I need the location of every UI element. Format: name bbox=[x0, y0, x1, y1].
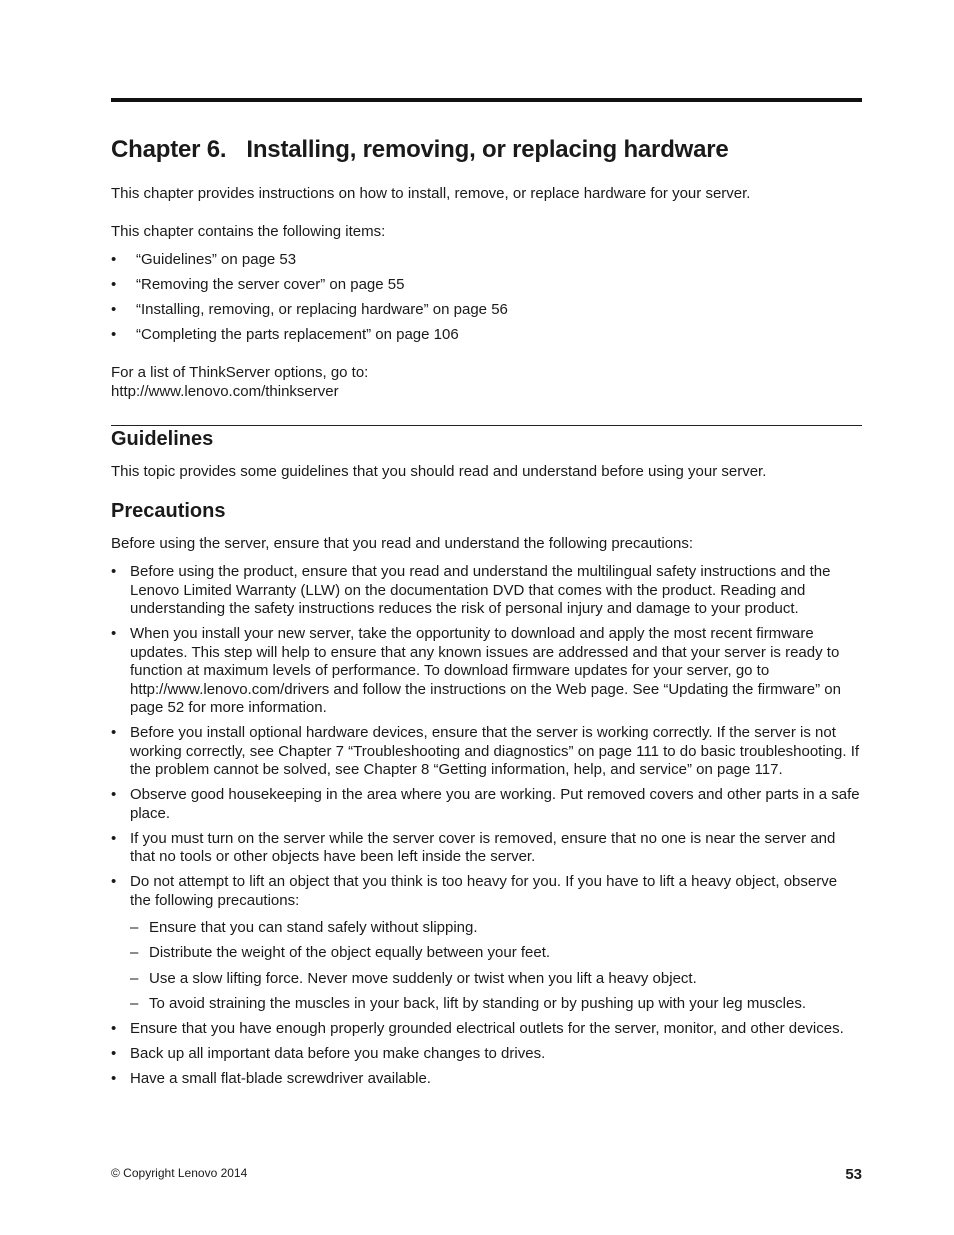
contents-link-completing-replacement[interactable]: “Completing the parts replacement” on page 106 bbox=[136, 326, 459, 343]
bullet-glyph: • bbox=[111, 301, 117, 318]
options-paragraph bbox=[111, 364, 862, 401]
sub-list-item bbox=[130, 970, 862, 989]
bullet-glyph: • bbox=[111, 251, 117, 268]
sub-precaution-text: Ensure that you can stand safely without slipping. bbox=[149, 919, 478, 936]
bullet-glyph: • bbox=[111, 1020, 117, 1038]
precaution-text: When you install your new server, take the opportunity to download and apply the most recent firmware updates. This step will help to ensure that any known issues are addressed and that your server is ready to function at maximum levels of performance. To download firmware updates for your server, go to http://www.lenovo.com/drivers and follow the instructions on the Web page. See “Updating the firmware” on page 52 for more information. bbox=[130, 625, 841, 716]
list-item bbox=[111, 1070, 862, 1089]
contents-link-installing-hardware[interactable]: “Installing, removing, or replacing hardware” on page 56 bbox=[136, 301, 508, 318]
chapter-intro-paragraph: This chapter provides instructions on how to install, remove, or replace hardware for your server. bbox=[111, 185, 751, 202]
precaution-text: Do not attempt to lift an object that you think is too heavy for you. If you have to lift a heavy object, observe the following precautions: bbox=[130, 873, 838, 909]
bullet-glyph: • bbox=[111, 829, 117, 847]
list-item bbox=[111, 251, 862, 276]
bullet-glyph: • bbox=[111, 724, 117, 741]
sub-precaution-text: To avoid straining the muscles in your back, lift by standing or by pushing up with your leg muscles. bbox=[149, 994, 806, 1012]
list-item bbox=[111, 724, 862, 780]
list-item bbox=[111, 1020, 862, 1039]
list-item bbox=[111, 301, 862, 326]
sub-precaution-text: Distribute the weight of the object equally between your feet. bbox=[149, 944, 551, 962]
chapter-contents-list bbox=[111, 251, 862, 351]
dash-glyph: – bbox=[130, 944, 139, 962]
list-item bbox=[111, 625, 862, 718]
bullet-glyph: • bbox=[111, 276, 117, 293]
chapter-title-text: Installing, removing, or replacing hardware bbox=[246, 136, 729, 163]
contents-link-guidelines[interactable]: “Guidelines” on page 53 bbox=[136, 251, 297, 268]
section-rule bbox=[111, 425, 862, 426]
footer-page-number: 53 bbox=[845, 1166, 862, 1183]
list-item bbox=[111, 563, 862, 619]
precaution-text: Observe good housekeeping in the area where you are working. Put removed covers and other parts in a safe place. bbox=[130, 786, 860, 822]
guidelines-paragraph: This topic provides some guidelines that you should read and understand before using your server. bbox=[111, 463, 767, 480]
chapter-top-rule bbox=[111, 98, 862, 102]
bullet-glyph: • bbox=[111, 1070, 117, 1088]
precautions-intro: Before using the server, ensure that you read and understand the following precautions: bbox=[111, 535, 694, 552]
sub-list-item bbox=[130, 919, 862, 938]
bullet-glyph: • bbox=[111, 786, 117, 803]
sub-list-item bbox=[130, 944, 862, 963]
precaution-text: Before using the product, ensure that you read and understand the multilingual safety instructions and the Lenovo Limited Warranty (LLW) on the documentation DVD that comes with the product. Reading and understanding the safety instructions reduces the risk of personal injury and damage to your product. bbox=[130, 563, 831, 617]
list-item bbox=[111, 873, 862, 1013]
options-text: For a list of ThinkServer options, go to: bbox=[111, 364, 369, 381]
chapter-number: Chapter 6. bbox=[111, 136, 227, 163]
list-item bbox=[111, 1045, 862, 1064]
list-item bbox=[111, 830, 862, 867]
dash-glyph: – bbox=[130, 994, 139, 1012]
precaution-text: Before you install optional hardware devices, ensure that the server is working correctly. If the server is not working correctly, see Chapter 7 “Troubleshooting and diagnostics” on page 111 to do basic troubleshooting. If the problem cannot be solved, see Chapter 8 “Getting information, help, and service” on page 117. bbox=[130, 724, 860, 778]
list-item bbox=[111, 276, 862, 301]
guidelines-heading: Guidelines bbox=[111, 428, 214, 450]
lift-precautions-sublist bbox=[130, 919, 862, 1013]
precautions-list bbox=[111, 563, 862, 1095]
precaution-text: If you must turn on the server while the server cover is removed, ensure that no one is near the server and that no tools or other objects have been left inside the server. bbox=[130, 829, 836, 865]
footer-copyright: © Copyright Lenovo 2014 bbox=[111, 1166, 248, 1180]
contents-link-removing-cover[interactable]: “Removing the server cover” on page 55 bbox=[136, 276, 405, 293]
thinkserver-url-link[interactable]: http://www.lenovo.com/thinkserver bbox=[111, 382, 339, 400]
bullet-glyph: • bbox=[111, 873, 117, 890]
precaution-text: Ensure that you have enough properly grounded electrical outlets for the server, monitor, and other devices. bbox=[130, 1020, 844, 1038]
precaution-text: Back up all important data before you make changes to drives. bbox=[130, 1045, 546, 1063]
chapter-title bbox=[111, 136, 729, 164]
precaution-text: Have a small flat-blade screwdriver available. bbox=[130, 1070, 431, 1088]
bullet-glyph: • bbox=[111, 1045, 117, 1063]
dash-glyph: – bbox=[130, 969, 139, 987]
sub-precaution-text: Use a slow lifting force. Never move suddenly or twist when you lift a heavy object. bbox=[149, 969, 697, 987]
bullet-glyph: • bbox=[111, 625, 117, 642]
bullet-glyph: • bbox=[111, 326, 117, 343]
sub-list-item bbox=[130, 995, 862, 1014]
dash-glyph: – bbox=[130, 919, 139, 936]
list-item bbox=[111, 786, 862, 823]
precautions-heading: Precautions bbox=[111, 500, 226, 522]
list-item bbox=[111, 326, 862, 351]
bullet-glyph: • bbox=[111, 563, 117, 580]
chapter-contents-intro: This chapter contains the following items: bbox=[111, 223, 386, 240]
